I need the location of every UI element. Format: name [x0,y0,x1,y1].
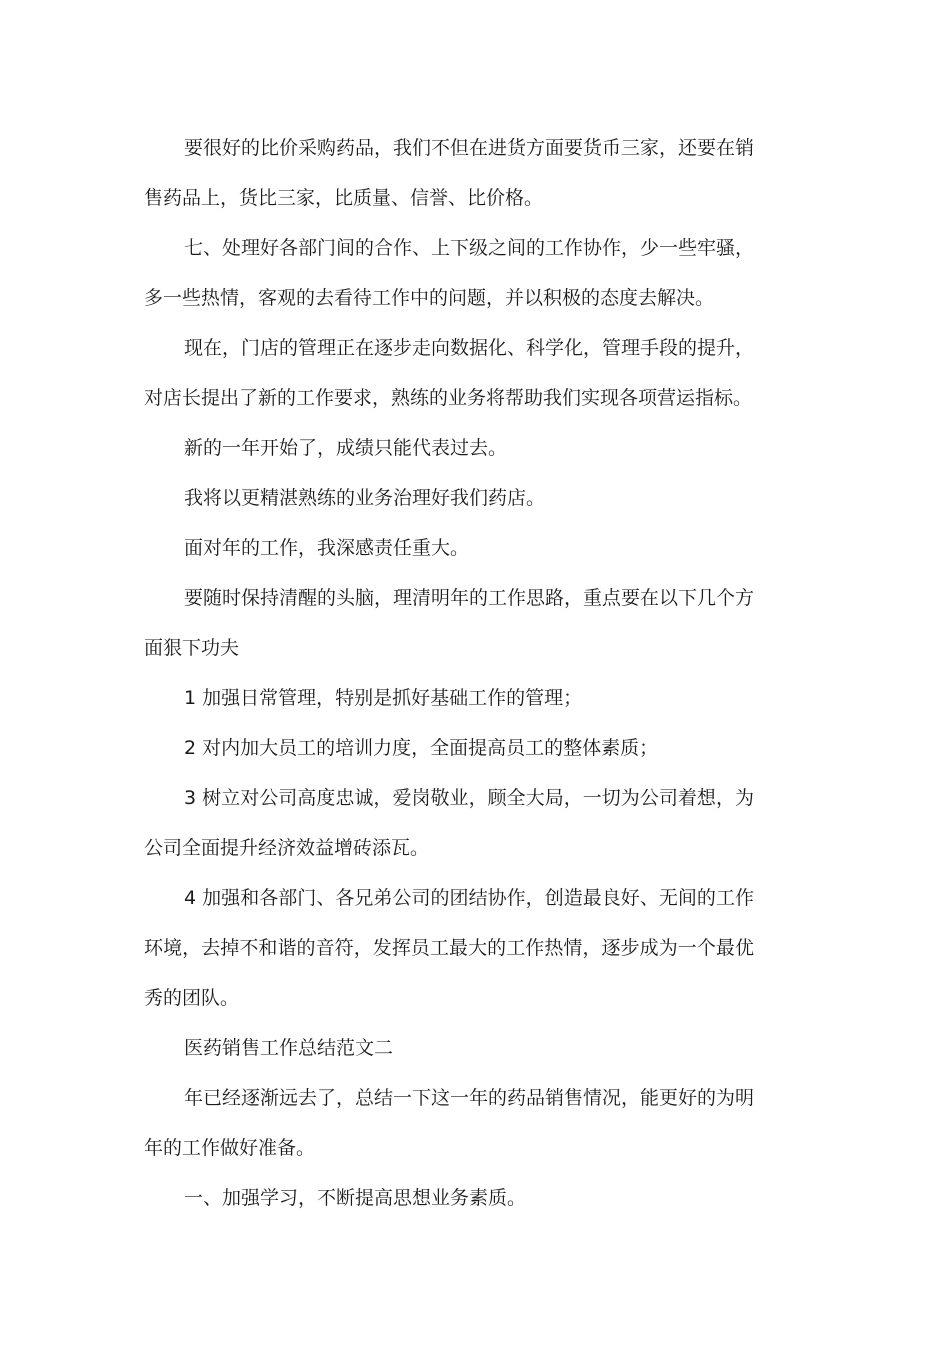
paragraph-3: 现在，门店的管理正在逐步走向数据化、科学化，管理手段的提升，对店长提出了新的工作要求，熟练的业务将帮助我们实现各项营运指标。 [144,337,755,409]
paragraph-6: 面对年的工作，我深感责任重大。 [184,537,470,559]
list-item-1: 1 加强日常管理，特别是抓好基础工作的管理； [184,687,583,709]
section-title: 医药销售工作总结范文二 [184,1037,394,1059]
paragraph-4: 新的一年开始了，成绩只能代表过去。 [184,437,508,459]
list-item-3: 3 树立对公司高度忠诚，爱岗敬业，顾全大局，一切为公司着想，为公司全面提升经济效益增砖添瓦。 [144,787,754,859]
paragraph-5: 我将以更精湛熟练的业务治理好我们药店。 [184,487,546,509]
document-body [144,123,754,1223]
paragraph-9: 一、加强学习，不断提高思想业务素质。 [184,1187,527,1209]
paragraph-1: 要很好的比价采购药品，我们不但在进货方面要货币三家，还要在销售药品上，货比三家，比质量、信誉、比价格。 [144,137,755,209]
list-item-4: 4 加强和各部门、各兄弟公司的团结协作，创造最良好、无间的工作环境，去掉不和谐的音符，发挥员工最大的工作热情，逐步成为一个最优秀的团队。 [144,887,754,1009]
list-item-2: 2 对内加大员工的培训力度，全面提高员工的整体素质； [184,737,659,759]
paragraph-8: 年已经逐渐远去了，总结一下这一年的药品销售情况，能更好的为明年的工作做好准备。 [144,1087,755,1159]
paragraph-7: 要随时保持清醒的头脑，理清明年的工作思路，重点要在以下几个方面狠下功夫 [144,587,755,659]
paragraph-2: 七、处理好各部门间的合作、上下级之间的工作协作，少一些牢骚，多一些热情，客观的去看待工作中的问题，并以积极的态度去解决。 [144,237,755,309]
